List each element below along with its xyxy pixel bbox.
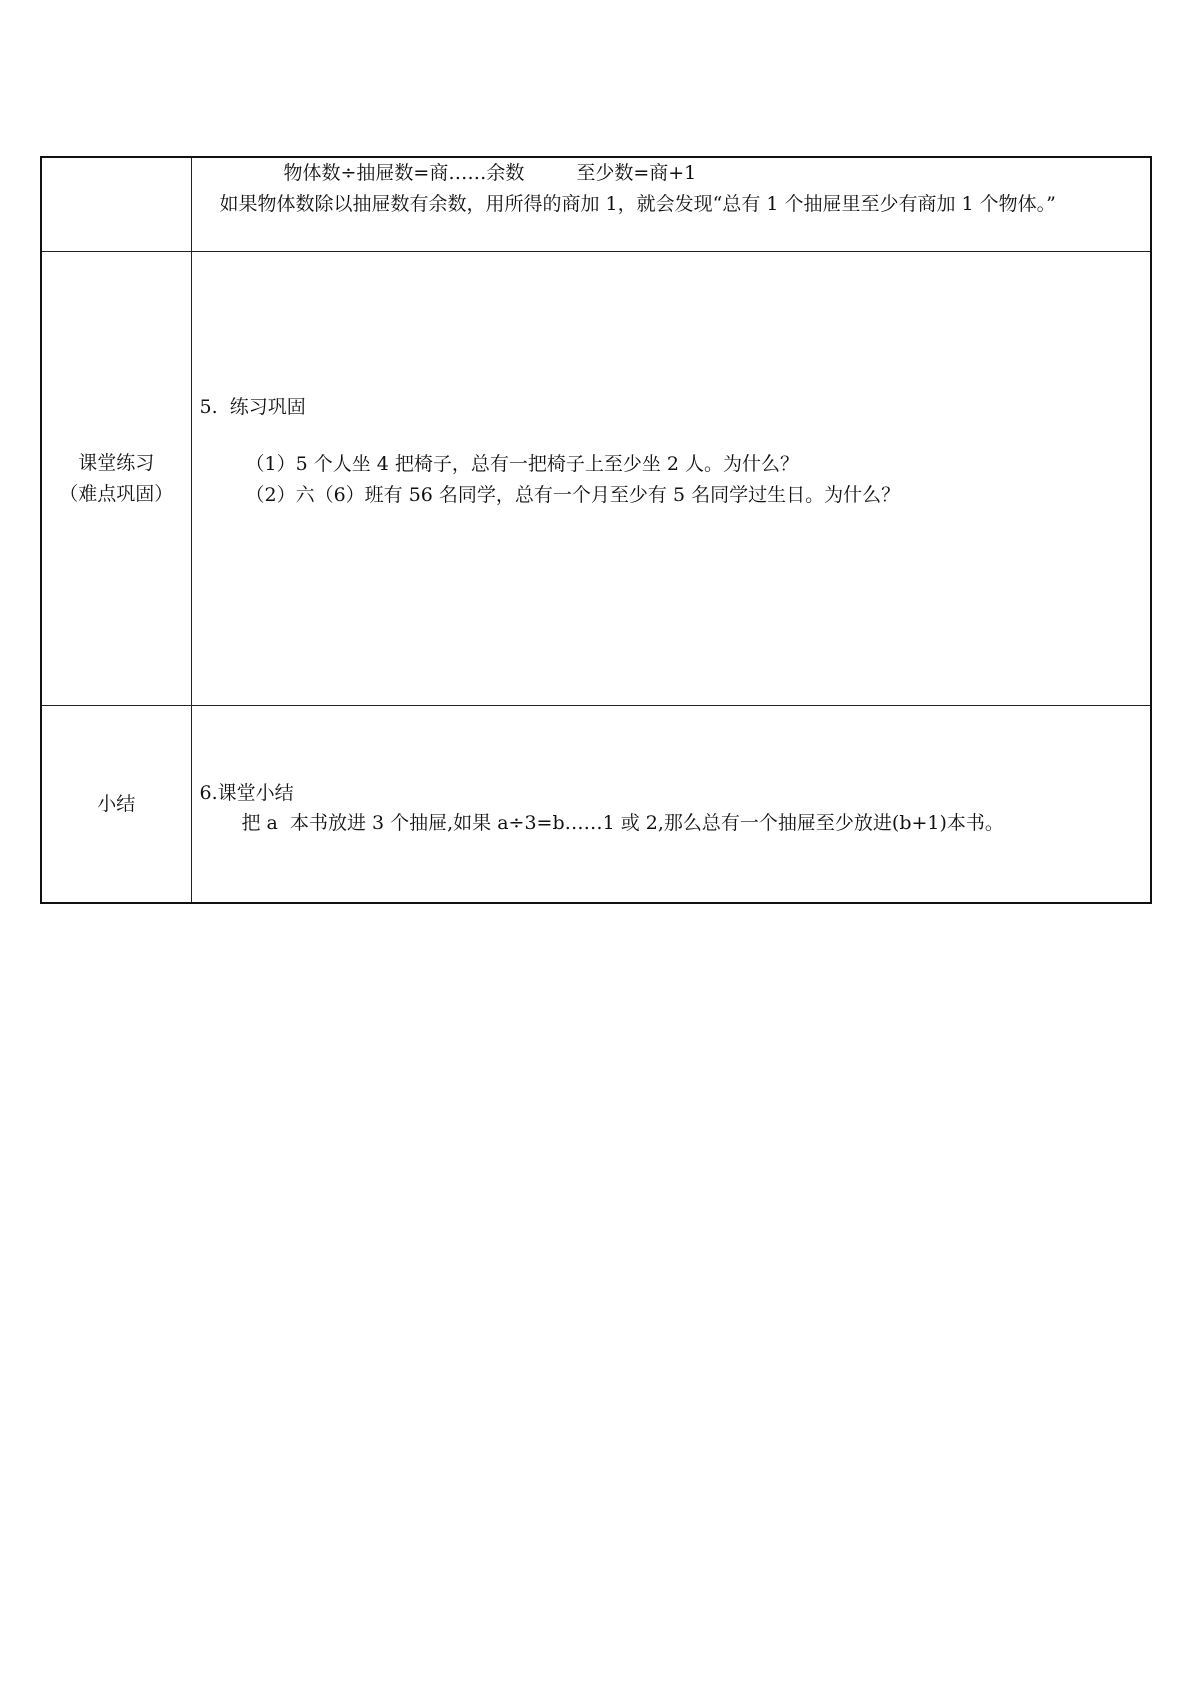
summary-section-title: 6.课堂小结	[199, 782, 294, 804]
summary-text: 把 a 本书放进 3 个抽屉,如果 a÷3=b……1 或 2,那么总有一个抽屉至少放进(b+1)本书。	[241, 812, 1004, 834]
table-row-summary	[41, 706, 1151, 904]
table-row-practice	[41, 252, 1151, 706]
row-label-empty	[41, 157, 191, 252]
table-row-formula	[41, 157, 1151, 252]
practice-question: （2）六（6）班有 56 名同学，总有一个月至少有 5 名同学过生日。为什么？	[245, 484, 901, 506]
formula-minimum: 至少数=商+1	[576, 162, 697, 184]
summary-label: 小结	[41, 706, 191, 904]
formula-content-cell	[191, 157, 1151, 252]
practice-question: （1）5 个人坐 4 把椅子，总有一把椅子上至少坐 2 人。为什么？	[245, 453, 800, 475]
summary-content-cell	[191, 706, 1151, 904]
practice-section-title: 5. 练习巩固	[199, 396, 306, 418]
formula-explanation: 如果物体数除以抽屉数有余数，用所得的商加 1，就会发现“总有 1 个抽屉里至少有商加 1 个物体。”	[219, 193, 1056, 215]
practice-block	[200, 252, 1143, 511]
practice-label-cell	[41, 252, 191, 706]
practice-sublabel: （难点巩固）	[59, 482, 174, 505]
formula-division: 物体数÷抽屉数=商……余数	[283, 162, 525, 184]
summary-block	[200, 706, 1143, 839]
practice-label: 课堂练习	[78, 452, 155, 475]
practice-content-cell	[191, 252, 1151, 706]
lesson-plan-table	[40, 156, 1152, 904]
formula-line	[200, 158, 1143, 189]
